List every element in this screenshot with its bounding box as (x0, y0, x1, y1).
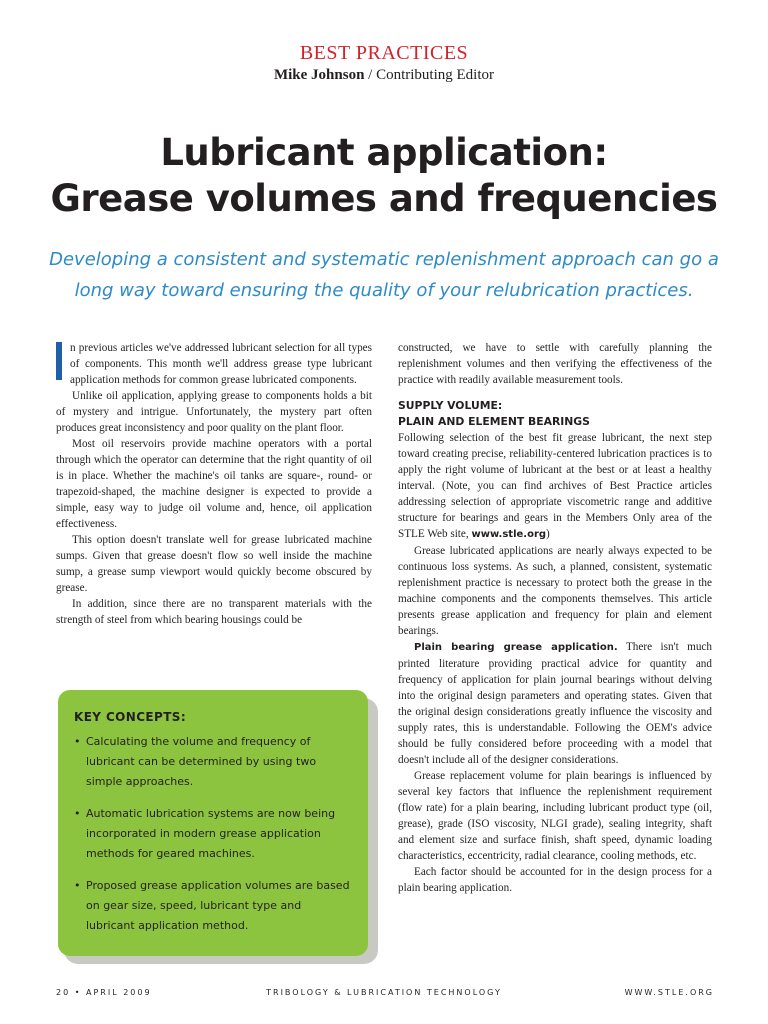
right-column (398, 340, 712, 896)
key-concepts-box (58, 690, 368, 956)
left-paragraph-5: In addition, since there are no transparent materials with the strength of steel from which bearing housings could be (56, 598, 372, 626)
run-in-heading: Plain bearing grease application. (414, 642, 618, 653)
right-paragraph-2-text: Following selection of the best fit grease lubricant, the next step toward creating precise, reliability-centered lubrication practices is to apply the right volume of lubricant at the best or at least a healthy interval. (Note, you can find archives of Best Practice articles addressing selection of appropriate viscometric range and additive structure for bearings and gears in the Members Only area of the STLE Web site, (398, 432, 712, 540)
right-paragraph-5: Grease replacement volume for plain bearings is influenced by several key factors that influence the replenishment requirement (flow rate) for a plain bearing, including lubricant product type (oil, grease), grade (ISO viscosity, NLGI grade), sealing integrity, shaft and element size and surface finish, shaft speed, dynamic loading characteristics, eccentricity, radial clearance, cooling methods, etc. (398, 770, 712, 862)
left-paragraph-2: Unlike oil application, applying grease to components holds a bit of mystery and intrigue. Unfortunately, the mystery part often produces great inconsistency and poor quality on the plant floor. (56, 390, 372, 434)
author-name: Mike Johnson (273, 67, 365, 83)
key-concept-item: • Calculating the volume and frequency of lubricant can be determined by using two simple approaches. (74, 732, 350, 792)
article-title (0, 130, 768, 222)
article-deck: Developing a consistent and systematic replenishment approach can go a long way toward ensuring the quality of your relubrication practices. (49, 249, 719, 301)
key-concepts-heading: KEY CONCEPTS: (74, 710, 187, 724)
author-role: / Contributing Editor (368, 67, 495, 83)
right-paragraph-6: Each factor should be accounted for in the design process for a plain bearing application. (398, 866, 712, 894)
left-column (56, 340, 372, 628)
subhead-line-1: SUPPLY VOLUME: (398, 399, 503, 412)
section-subhead (398, 398, 712, 430)
footer-publication: TRIBOLOGY & LUBRICATION TECHNOLOGY (266, 988, 502, 997)
key-concept-item: • Proposed grease application volumes are based on gear size, speed, lubricant type and lubricant application method. (74, 876, 350, 936)
title-line-1: Lubricant application: (160, 131, 608, 174)
key-concepts-list (74, 732, 350, 936)
section-label: BEST PRACTICES (299, 42, 469, 64)
left-paragraph-3: Most oil reservoirs provide machine operators with a portal through which the operator can determine that the right quantity of oil is in place. Whether the machine's oil tanks are square-, round- or trapezoid-shaped, the machine designer is expected to provide a simple, easy way to judge oil volume and, hence, oil application effectiveness. (56, 438, 372, 530)
right-paragraph-3: Grease lubricated applications are nearly always expected to be continuous loss systems. As such, a planned, consistent, systematic replenishment practice is necessary to protect both the grease in the machine components and the components themselves. This article presents grease application and frequency for plain and element bearings. (398, 545, 712, 637)
right-paragraph-1: constructed, we have to settle with carefully planning the replenishment volumes and then verifying the effectiveness of the practice with readily available measurement tools. (398, 342, 712, 386)
stle-link[interactable]: www.stle.org (471, 529, 547, 540)
left-paragraph-4: This option doesn't translate well for grease lubricated machine sumps. Given that grease doesn't flow so well inside the machine sump, a grease sump viewport would quickly become obscured by grease. (56, 534, 372, 594)
right-paragraph-2 (398, 430, 712, 543)
title-line-2: Grease volumes and frequencies (50, 177, 718, 220)
drop-cap-bar (56, 342, 62, 380)
footer-page-info: 20 • APRIL 2009 (56, 988, 152, 997)
key-concept-item: • Automatic lubrication systems are now being incorporated in modern grease application methods for geared machines. (74, 804, 350, 864)
right-paragraph-4-text: There isn't much printed literature providing practical advice for quantity and frequency of application for plain journal bearings without delving into the original design parameters and operating states. Given that the original design considerations greatly influence the viscosity and supply rates, this is understandable. Following the OEM's advice should be fully considered before proceeding with a model that doesn't include all of the designer considerations. (398, 641, 712, 766)
left-paragraph-1 (56, 340, 372, 388)
left-paragraph-1-text: n previous articles we've addressed lubricant selection for all types of components. This month we'll address grease type lubricant application methods for common grease lubricated components. (70, 342, 372, 386)
byline (0, 67, 768, 84)
closing-paren: ) (546, 528, 550, 540)
subhead-line-2: PLAIN AND ELEMENT BEARINGS (398, 415, 590, 428)
right-paragraph-4 (398, 639, 712, 768)
footer-website[interactable]: WWW.STLE.ORG (624, 988, 714, 997)
